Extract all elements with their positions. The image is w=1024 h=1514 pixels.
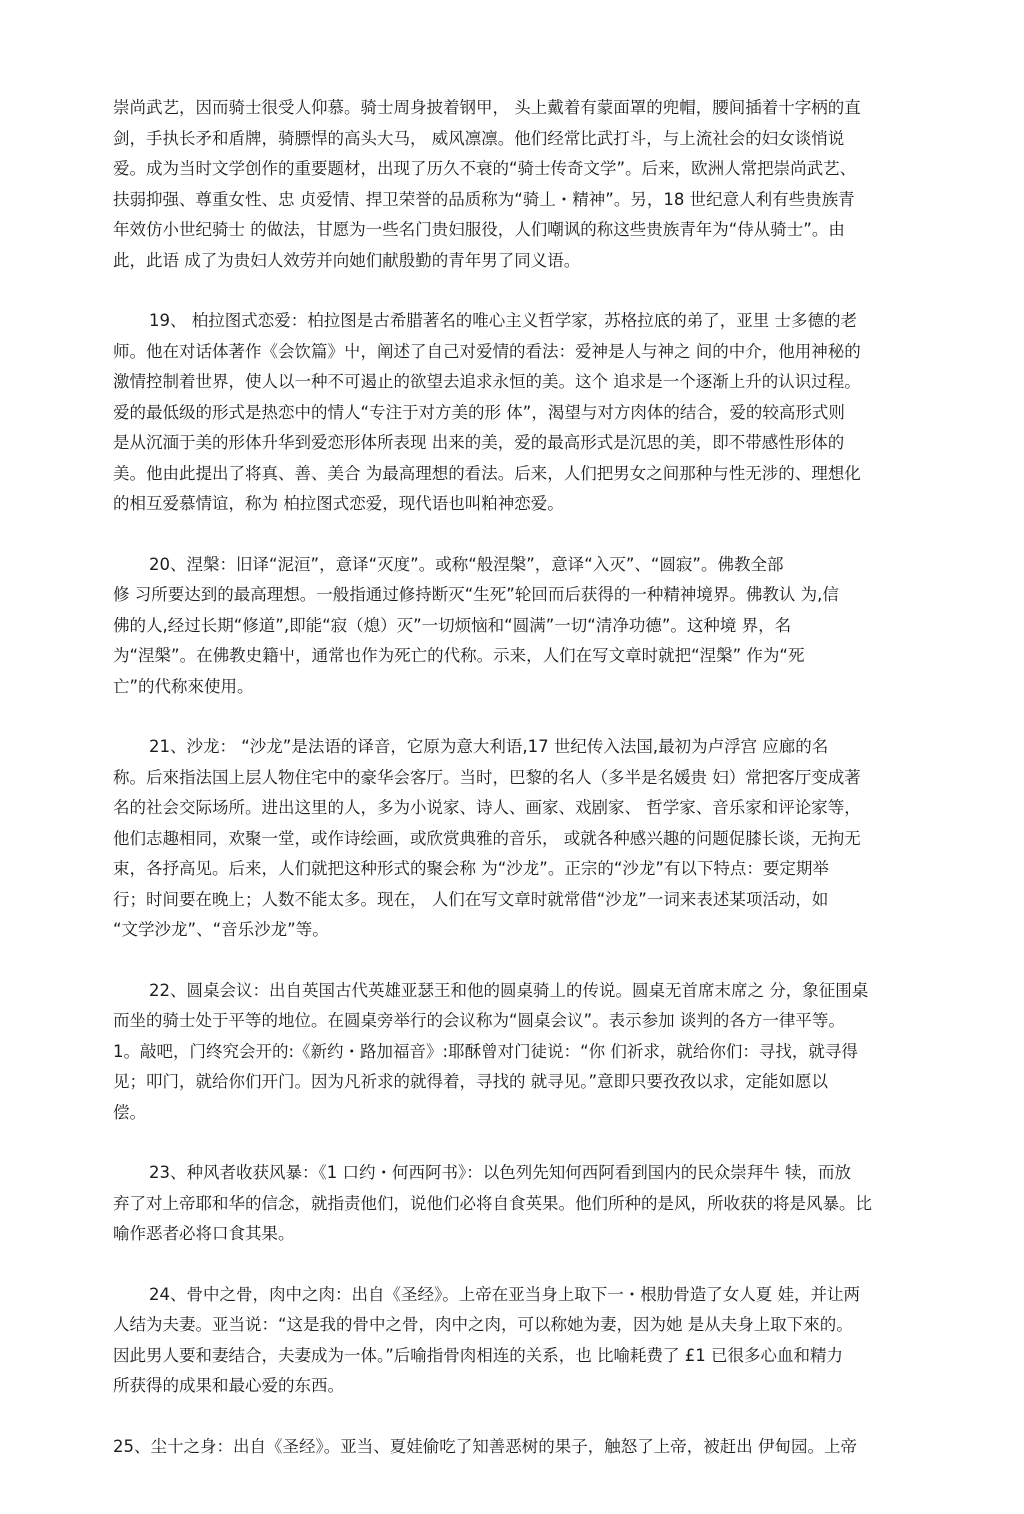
text-line: 23、种风者收获风暴：《1 口约・何西阿书》：以色列先知何西阿看到国内的民众崇拜牛 犊，而放 (149, 1163, 851, 1182)
text-line: 喻作恶者必将口食其果。 (113, 1224, 295, 1243)
text-line: 为“涅槃”。在佛教史籍屮，通常也作为死亡的代称。示来，人们在写文章时就把“涅槃” 作为“死 (113, 646, 805, 665)
text-line: 21、沙龙： “沙龙”是法语的译音，它原为意大利语,17 世纪传入法国,最初为卢浮宫 应廊的名 (149, 737, 829, 756)
text-line: 见；叩门，就给你们开门。因为凡祈求的就得着，寻找的 就寻见。”意即只要孜孜以求，定能如愿以 (113, 1072, 829, 1091)
text-line: 佛的人,经过长期“修道”,即能“寂（熄）灭”一切烦恼和“圆满”一切“清净功德”。这种境 界，名 (113, 615, 792, 635)
text-line: 1。敲吧，门终究会开的:《新约・路加福音》:耶酥曾对门徒说：“你 们祈求，就给你们：寻找，就寻得 (113, 1041, 858, 1061)
text-line: 所获得的成果和最心爱的东西。 (113, 1376, 344, 1395)
text-line: 崇尚武艺，因而骑士很受人仰慕。骑士周身披着钢甲， 头上戴着有蒙面罩的兜帽，腰间插着十字柄的直 (113, 98, 861, 117)
text-line: 爱的最低级的形式是热恋中的情人“专注于对方美的形 体”，渴望与对方肉体的结合，爱的较高形式则 (113, 402, 845, 422)
paragraph-item-24 (113, 1280, 913, 1402)
text-line: 称。后來指法国上层人物住宅中的豪华会客厅。当时，巴黎的名人（多半是名媛贵 妇）常把客厅变成著 (113, 767, 861, 787)
text-line: 24、骨中之骨，肉中之肉：出自《圣经》。上帝在亚当身上取下一・根肋骨造了女人夏 娃，并让两 (149, 1284, 860, 1304)
text-line: 19、 柏拉图式恋爱：柏拉图是古希腊著名的唯心主义哲学家，苏格拉底的弟了，亚里 士多德的老 (149, 311, 857, 330)
text-line: 25、尘十之身：出自《圣经》。亚当、夏娃偷吃了知善恶树的果子，触怒了上帝，被赶出 伊甸园。上帝 (113, 1436, 857, 1456)
text-line: 师。他在对话体著作《会饮篇》屮，阐述了自己对爱情的看法：爱神是人与神之 间的中介，他用神秘的 (113, 341, 861, 361)
text-line: 是从沉湎于美的形体升华到爱恋形体所表现 出来的美，爱的最高形式是沉思的美，即不带感性形体的 (113, 433, 845, 452)
paragraph-item-21 (113, 732, 913, 946)
paragraph-item-25 (113, 1432, 913, 1463)
text-line: 的相互爱慕情谊，称为 柏拉图式恋爱，现代语也叫粕神恋爱。 (113, 494, 564, 513)
text-line: 而坐的骑士处于平等的地位。在圆桌旁举行的会议称为“圆桌会议”。表示参加 谈判的各方一律平等。 (113, 1011, 845, 1030)
paragraph-item-20 (113, 550, 913, 703)
document-body (113, 93, 913, 1492)
paragraph-item-23 (113, 1158, 913, 1250)
text-line: 剑，手执长矛和盾牌，骑膘悍的高头大马， 威风凛凛。他们经常比武打斗，与上流社会的妇女谈悄说 (113, 128, 845, 148)
text-line: 因此男人要和妻结合，夫妻成为一体。”后喻指骨肉相连的关系，也 比喻耗费了 £1 已很多心血和精力 (113, 1345, 844, 1365)
text-line: 扶弱抑强、尊重女性、忠 贞爱情、捍卫荣誉的品质称为“骑丄・精神”。另，18 世纪意人利有些贵族青 (113, 189, 855, 209)
paragraph-knights (113, 93, 913, 276)
paragraph-item-22 (113, 976, 913, 1129)
text-line: 名的社会交际场所。进出这里的人，多为小说家、诗人、画家、戏剧家、 哲学家、音乐家和评论家等， (113, 798, 861, 817)
text-line: 此，此语 成了为贵妇人效劳并向她们献殷勤的青年男了同义语。 (113, 250, 581, 270)
text-line: 行；时间要在晚上；人数不能太多。现在， 人们在写文章时就常借“沙龙”一词来表述某项活动，如 (113, 889, 829, 909)
text-line: “文学沙龙”、“音乐沙龙”等。 (113, 920, 329, 939)
text-line: 束，各抒高见。后来，人们就把这种形式的聚会称 为“沙龙”。正宗的“沙龙”有以下特点：要定期举 (113, 859, 829, 878)
text-line: 爱。成为当时文学创作的重要题材，出现了历久不衰的“骑士传奇文学”。后来，欧洲人常把崇尚武艺、 (113, 159, 857, 178)
paragraph-item-19 (113, 306, 913, 520)
text-line: 激情控制着世界，使人以一种不可遏止的欲望去追求永恒的美。这个 追求是一个逐渐上升的认识过程。 (113, 372, 861, 391)
text-line: 修 习所要达到的最高理想。一般指通过修持断灭“生死”轮回而后获得的一种精神境界。佛教认 为,信 (113, 585, 839, 604)
text-line: 20、涅槃：旧译“泥洹”，意译“灭度”。或称“般涅槃”，意译“入灭”、“圆寂”。佛教全部 (149, 554, 784, 574)
text-line: 22、圆桌会议：出自英国古代英雄亚瑟王和他的圆桌骑丄的传说。圆桌无首席末席之 分，象征围桌 (149, 980, 869, 1000)
text-line: 人结为夫妻。亚当说：“这是我的骨中之骨，肉中之肉，可以称她为妻，因为她 是从夫身上取下來的。 (113, 1315, 853, 1334)
text-line: 美。他由此提出了将真、善、美合 为最高理想的看法。后来，人们把男女之间那种与性无涉的、理想化 (113, 463, 861, 483)
text-line: 亡”的代称來使用。 (113, 676, 254, 696)
text-line: 弃了对上帝耶和华的信念，就指责他们，说他们必将自食英果。他们所种的是风，所收获的将是风暴。比 (113, 1193, 872, 1213)
text-line: 他们志趣相同，欢聚一堂，或作诗绘画，或欣赏典雅的音乐， 或就各种感兴趣的问题促膝长谈，无拘无 (113, 828, 861, 848)
text-line: 偿。 (113, 1102, 146, 1122)
text-line: 年效仿小世纪骑士 的做法，甘愿为一些名门贵妇服役，人们嘲讽的称这些贵族青年为“侍从骑士”。由 (113, 220, 845, 239)
